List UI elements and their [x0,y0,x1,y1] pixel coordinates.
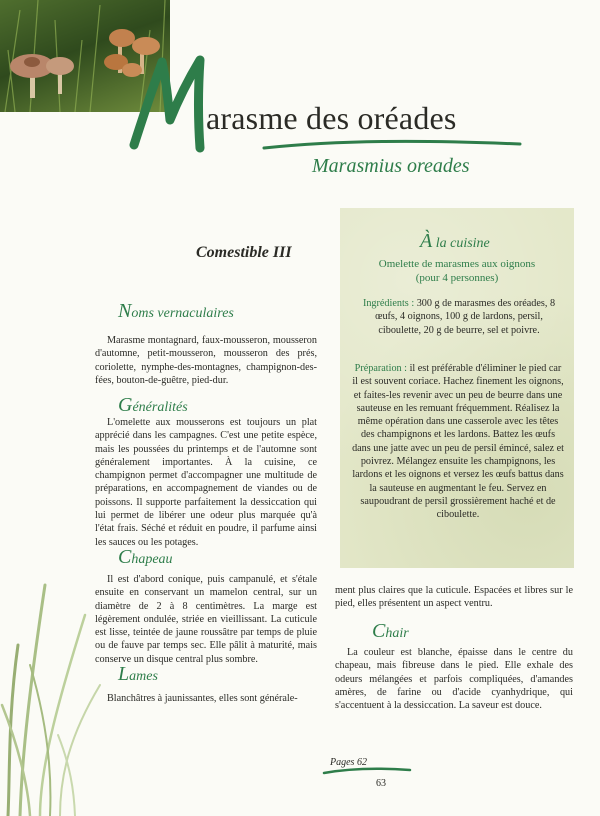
ingredients-label: Ingrédients : [362,298,415,309]
heading-text: ames [129,669,158,684]
heading-text: énéralités [132,400,188,415]
heading-generalites [118,394,188,417]
preparation-label: Préparation : [354,363,408,374]
heading-cap: G [118,394,133,416]
heading-text: la cuisine [432,236,490,251]
latin-name: Marasmius oreades [312,155,470,177]
chapeau-text: Il est d'abord conique, puis campanulé, et s'étale ensuite en conservant un mamelon central, sur un diamètre de 2 à 8 centimètres. La marge est légèrement ondulée, striée en vieillissant. La cuticule est lisse, teintée de jaune roussâtre par temps de pluie ou de fauve par temps sec. Elle pâlit à maturité, mais conserve un disque central plus sombre. [95,574,317,665]
heading-cap: L [118,663,130,685]
heading-chair [372,620,409,643]
heading-noms [118,300,234,323]
chair-text: La couleur est blanche, épaisse dans le centre du chapeau, mais fibreuse dans le pied. Elle exhale des odeurs mélangées et parfois compliquées, d'amandes amères, de farine ou d'acide cyanhydrique, qui s'accentuent à la dessiccation. La saveur est douce. [335,647,573,712]
heading-cuisine [420,230,490,253]
grass-decoration [0,575,110,816]
lames-text: Blanchâtres à jaunissantes, elles sont générale- [107,693,298,704]
ingredients [356,297,562,337]
heading-cap: N [118,300,132,322]
heading-text: hapeau [131,552,173,567]
heading-chapeau [118,546,173,569]
pages-label: Pages 62 [330,757,367,768]
ingredients-text: 300 g de marasmes des oréades, 8 œufs, 4 oignons, 100 g de lardons, persil, ciboulette, 20 g de beurre, sel et poivre. [375,298,556,336]
edibility-rating: Comestible III [196,244,292,261]
recipe-title: Omelette de marasmes aux oignons [378,258,536,270]
page-title: arasme des oréades [206,100,457,136]
preparation [352,362,564,522]
heading-cap: C [372,620,386,642]
generalites-text: L'omelette aux mousserons est toujours un plat apprécié dans les campagnes. C'est une petite espèce, mais les poussées du printemps et de l'automne sont généralement importantes. À la cuisine, ce champignon permet d'accompagner une multitude de préparations, en accompagnement de viandes ou de poissons. Il supporte parfaitement la dessiccation qui lui permet de libérer une odeur plus marquée qu'à l'état frais. Séché et réduit en poudre, il parfume ainsi les sauces ou les potages. [95,417,317,548]
preparation-text: il est préférable d'éliminer le pied car il est souvent coriace. Hachez finement les oignons, et faites-les revenir avec un peu de beurre dans une sauteuse en les remuant fréquemment. Réalisez la même opération dans une casserole avec les têtes des champignons et les lardons. Battez les œufs dans une jatte avec un peu de persil émincé, salez et poivrez. Mélangez ensuite les champignons, les lardons et les oignons et versez les œufs battus dans la sauteuse en augmentant le feu. Servez en saupoudrant de persil grossièrement haché et de ciboulette. [352,363,564,521]
lames-text-cont: ment plus claires que la cuticule. Espacées et libres sur le pied, elles présentent un aspect ventru. [335,585,573,610]
title-initial [128,50,208,160]
heading-text: hair [385,626,409,641]
page-number: 63 [376,778,386,789]
heading-lames [118,663,158,686]
footer-swoosh [322,766,412,776]
heading-cap: À [420,230,433,252]
heading-cap: C [118,546,132,568]
noms-text: Marasme montagnard, faux-mousseron, mousseron d'automne, petit-mousseron, mousseron des prés, coriolette, nymphe-des-montagnes, champignon-des-fées, bouton-de-guêtre, pied-dur. [95,335,317,386]
heading-text: oms vernaculaires [131,306,234,321]
title-underline-swoosh [262,138,522,152]
recipe-servings: (pour 4 personnes) [415,272,499,284]
